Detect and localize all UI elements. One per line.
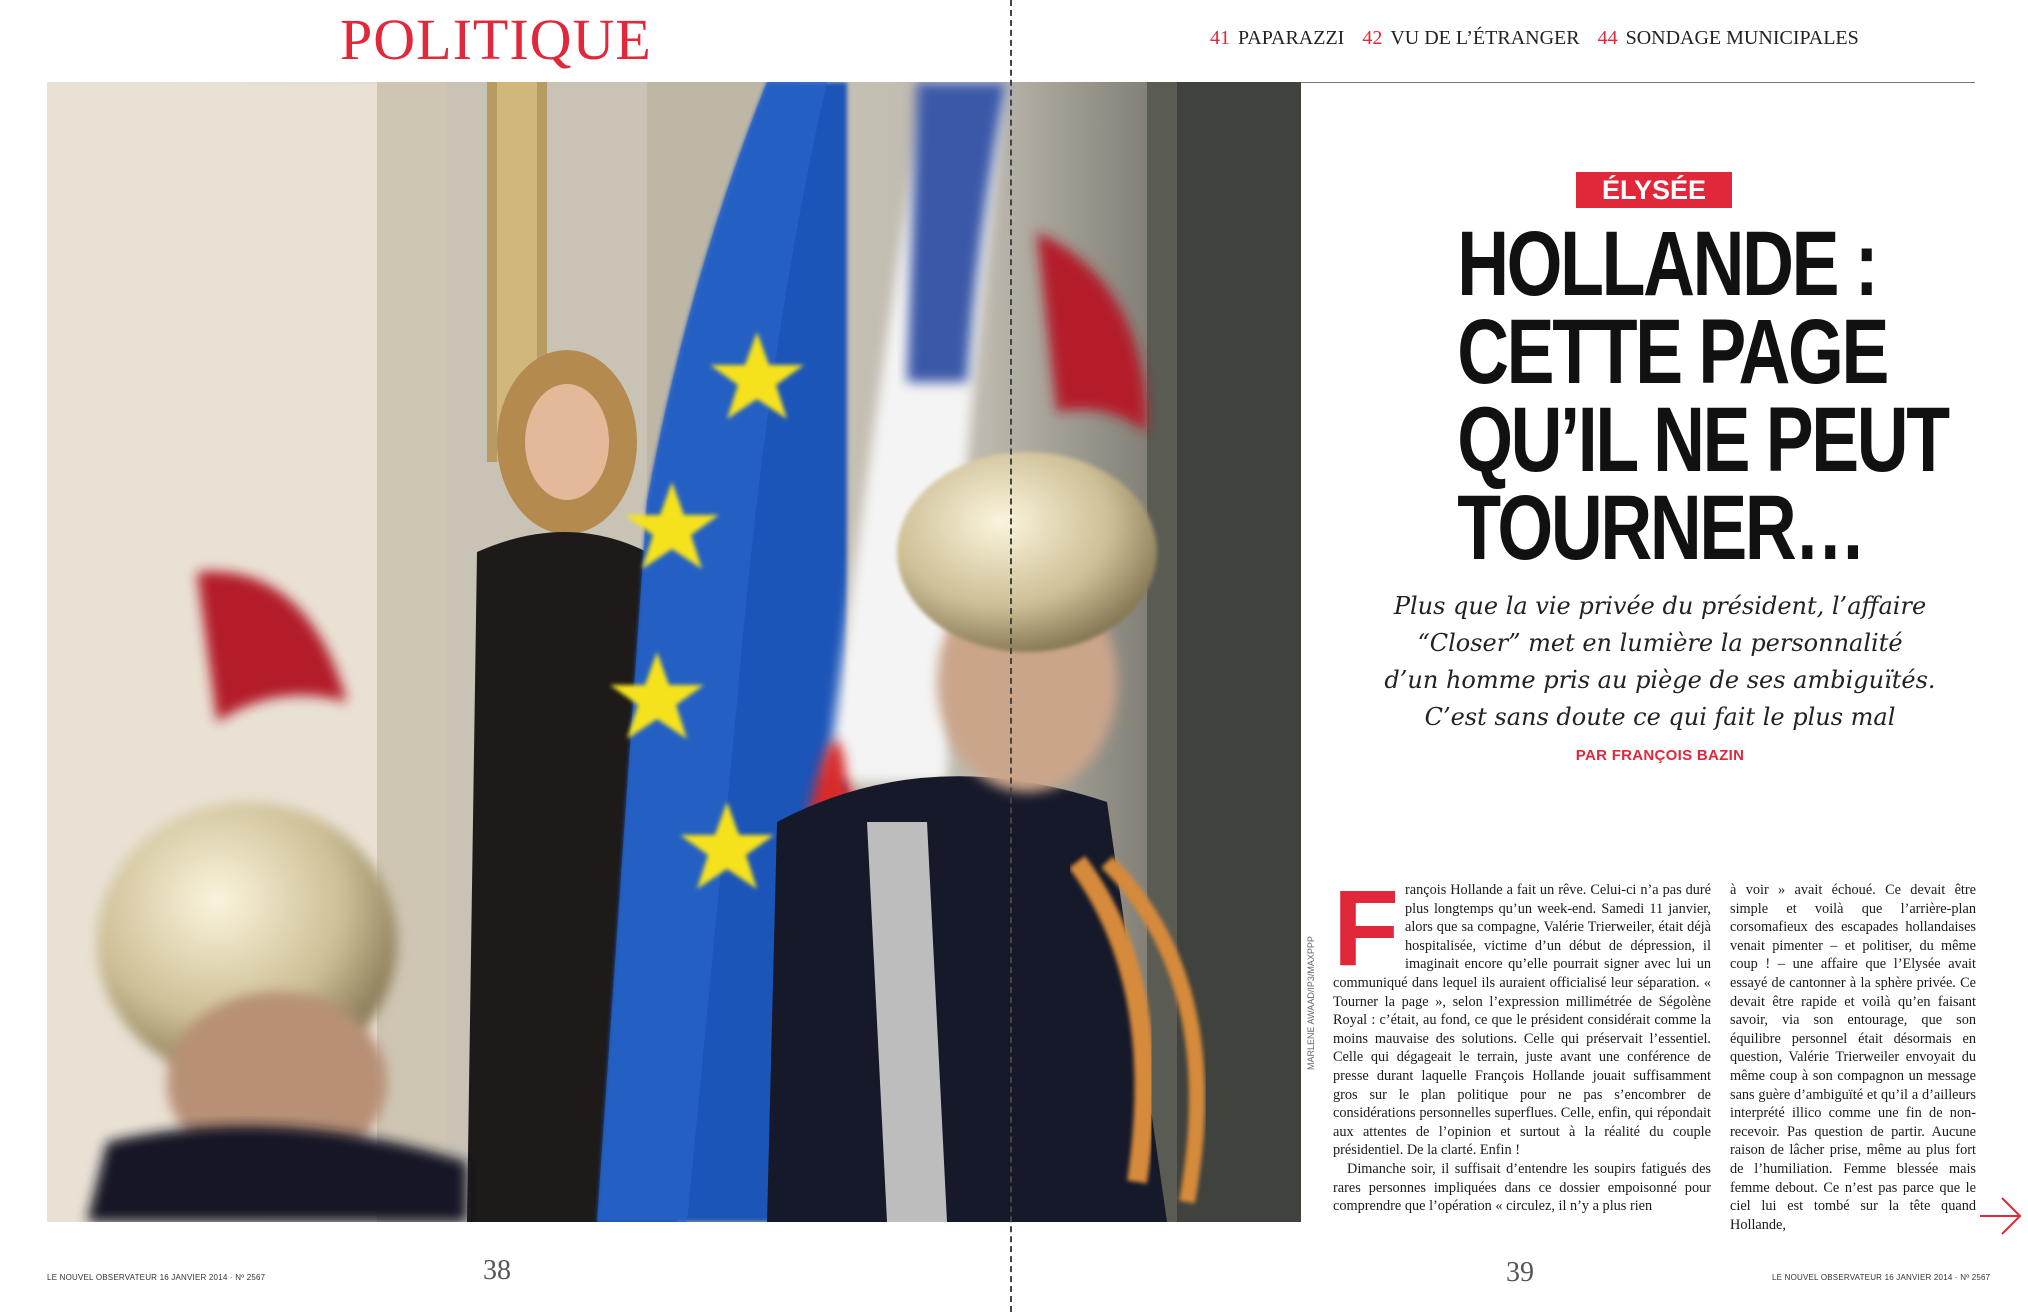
headline-line: QU’IL NE PEUT [1457,389,1948,491]
lead-photo [47,82,1301,1222]
page-number-left: 38 [483,1255,511,1286]
drop-cap: F [1333,867,1399,988]
lede-line: d’un homme pris au piège de ses ambiguïtés. [1384,666,1936,694]
lede-line: C’est sans doute ce qui fait le plus mal [1424,703,1896,731]
photo-illustration [47,82,1301,1222]
lede-line: “Closer” met en lumière la personnalité [1417,629,1903,657]
body-column-2 [1730,881,1976,1234]
nav-item-label: SONDAGE MUNICIPALES [1625,27,1859,49]
nav-item-number: 44 [1597,27,1618,49]
header-rule [1300,82,1975,83]
arrow-right-icon[interactable] [1980,1196,2024,1236]
nav-item-number: 42 [1362,27,1383,49]
nav-item-number: 41 [1210,27,1230,49]
photo-credit: MARLENE AWAAD/IP3/MAXPPP [1306,936,1316,1070]
section-nav [1210,27,1859,50]
nav-item-paparazzi[interactable] [1210,27,1344,50]
body-paragraph: rançois Hollande a fait un rêve. Celui-ci n’a pas duré plus longtemps qu’un week-end. Samedi 11 janvier, alors que sa compagne, Valérie Trierweiler, était déjà hospitalisée, victime d’un début de dépression, il imaginait encore qu’elle pourrait signer avec lui un communiqué dans lequel ils auraient officialisé leur séparation. « Tourner la page », selon l’expression millimétrée de Ségolène Royal : c’était, au fond, ce que le président considérait comme la moins mauvaise des solutions. Celle qui préservait l’essentiel. Celle qui dégageait le terrain, juste avant une conférence de presse durant laquelle François Hollande jouait suffisamment gros sur le plan politique pour ne pas s’encombrer de considérations personnelles superflues. Celle, enfin, qui répondait aux attentes de l’opinion et surtout à la réalité du couple présidentiel. De la clarté. Enfin ! [1333,882,1711,1159]
page-number-right: 39 [1506,1257,1534,1288]
nav-item-label: VU DE L’ÉTRANGER [1390,27,1580,49]
lede [1370,588,1950,736]
folio-left: LE NOUVEL OBSERVATEUR 16 JANVIER 2014 · Nº 2567 [47,1273,266,1282]
lede-line: Plus que la vie privée du président, l’affaire [1393,592,1927,620]
headline-line: CETTE PAGE [1457,301,1888,403]
body-paragraph: Dimanche soir, il suffisait d’entendre les soupirs fatigués des rares personnes impliquées dans ce dossier empoisonné pour comprendre que l’opération « circulez, il n’y a plus rien [1333,1160,1711,1215]
nav-item-etranger[interactable] [1362,27,1579,50]
section-title: POLITIQUE [340,7,652,72]
folio-right: LE NOUVEL OBSERVATEUR 16 JANVIER 2014 · Nº 2567 [1772,1273,1991,1282]
body-column-1 [1333,867,1711,1216]
byline: PAR FRANÇOIS BAZIN [1575,747,1745,764]
page-fold [1010,0,1012,1312]
headline [1457,213,1948,579]
rubric-tag: ÉLYSÉE [1576,172,1732,208]
body-paragraph: à voir » avait échoué. Ce devait être simple et voilà que l’arrière-plan corsomafieux des escapades hollandaises venait pimenter – et politiser, du même coup ! – une affaire que l’Elysée avait essayé de cantonner à la sphère privée. Ce devait être rapide et voilà qu’en faisant savoir, via son entourage, que son équilibre personnel était désormais en question, Valérie Trierweiler envoyait du même coup à son compagnon un message sans guère d’ambiguïté et qu’il a d’ailleurs interprété illico comme une fin de non-recevoir. Pas question de partir. Aucune raison de lâcher prise, même au plus fort de l’humiliation. Femme blessée mais femme debout. Ce n’est pas parce que le ciel lui est tombé sur la tête quand Hollande, [1730,882,1976,1233]
headline-line: TOURNER… [1457,477,1864,579]
nav-item-label: PAPARAZZI [1238,27,1345,49]
nav-item-sondage[interactable] [1598,27,1859,50]
headline-line: HOLLANDE : [1457,213,1877,315]
